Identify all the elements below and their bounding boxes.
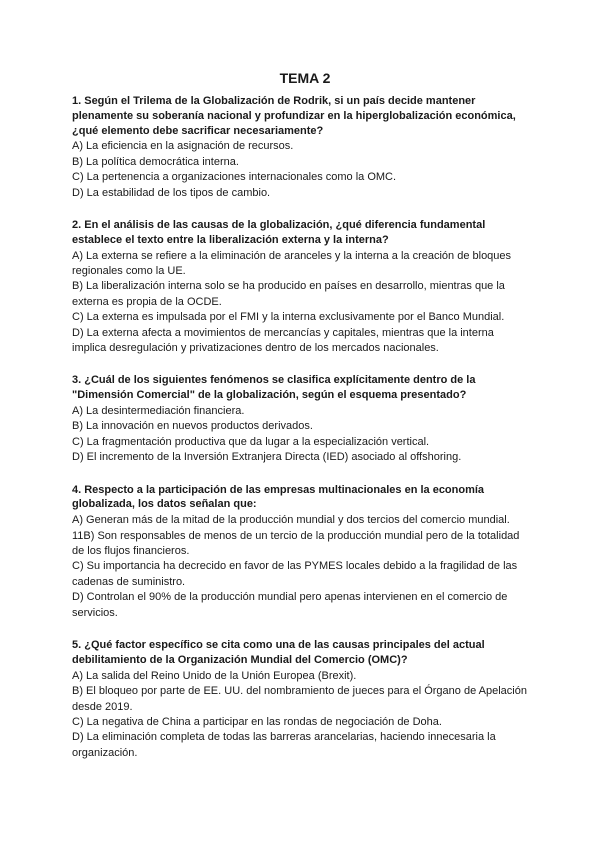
option-c: C) Su importancia ha decrecido en favor de las PYMES locales debido a la fragilidad de las cadenas de suministro. xyxy=(72,560,518,588)
option-d: D) El incremento de la Inversión Extranjera Directa (IED) asociado al offshoring. xyxy=(72,451,462,464)
option-c: C) La fragmentación productiva que da lugar a la especialización vertical. xyxy=(72,435,430,448)
option-a: A) La externa se refiere a la eliminación de aranceles y la interna a la creación de bloques regionales como la UE. xyxy=(72,249,512,278)
question-1 xyxy=(72,94,530,201)
question-list xyxy=(72,94,530,761)
option-d: D) La externa afecta a movimientos de mercancías y capitales, mientras que la interna implica desregulación y privatizaciones dentro de los mercados nacionales. xyxy=(72,326,494,355)
question-text: 5. ¿Qué factor específico se cita como una de las causas principales del actual debilitamiento de la Organización Mundial del Comercio (OMC)? xyxy=(72,639,485,666)
option-list xyxy=(72,669,530,761)
option-a: A) La salida del Reino Unido de la Unión Europea (Brexit). xyxy=(72,669,357,682)
option-c: C) La externa es impulsada por el FMI y la interna exclusivamente por el Banco Mundial. xyxy=(72,311,505,324)
option-d: D) La estabilidad de los tipos de cambio. xyxy=(72,186,271,199)
option-list xyxy=(72,513,530,621)
option-b: 11B) Son responsables de menos de un tercio de la producción mundial pero de la totalidad de los flujos financieros. xyxy=(72,529,520,558)
option-c: C) La pertenencia a organizaciones internacionales como la OMC. xyxy=(72,171,397,184)
option-b: B) La política democrática interna. xyxy=(72,155,239,168)
option-list xyxy=(72,249,530,357)
option-b: B) La innovación en nuevos productos derivados. xyxy=(72,420,313,433)
option-a: A) La eficiencia en la asignación de recursos. xyxy=(72,140,294,153)
option-a: A) Generan más de la mitad de la producción mundial y dos tercios del comercio mundial. xyxy=(72,514,510,527)
option-b: B) El bloqueo por parte de EE. UU. del nombramiento de jueces para el Órgano de Apelación desde 2019. xyxy=(72,685,527,713)
question-text: 4. Respecto a la participación de las empresas multinacionales en la economía globalizada, los datos señalan que: xyxy=(72,483,485,511)
question-text: 2. En el análisis de las causas de la globalización, ¿qué diferencia fundamental establece el texto entre la liberalización externa y la interna? xyxy=(72,219,486,246)
question-4 xyxy=(72,483,530,621)
question-text: 1. Según el Trilema de la Globalización de Rodrik, si un país decide mantener plenamente su soberanía nacional y profundizar en la hiperglobalización económica, ¿qué elemento debe sacrificar necesariamente? xyxy=(72,95,516,137)
option-list xyxy=(72,139,530,201)
question-2 xyxy=(72,218,530,356)
option-d: D) Controlan el 90% de la producción mundial pero apenas intervienen en el comercio de servicios. xyxy=(72,591,508,619)
question-5 xyxy=(72,638,530,761)
option-list xyxy=(72,404,530,466)
question-text: 3. ¿Cuál de los siguientes fenómenos se clasifica explícitamente dentro de la "Dimensión Comercial" de la globalización, según el esquema presentado? xyxy=(72,374,476,402)
option-b: B) La liberalización interna solo se ha producido en países en desarrollo, mientras que la externa es propia de la OCDE. xyxy=(72,280,505,308)
question-3 xyxy=(72,373,530,465)
option-a: A) La desintermediación financiera. xyxy=(72,405,245,418)
option-c: C) La negativa de China a participar en las rondas de negociación de Doha. xyxy=(72,715,442,728)
option-d: D) La eliminación completa de todas las barreras arancelarias, haciendo innecesaria la organización. xyxy=(72,731,496,759)
page-title: TEMA 2 xyxy=(279,70,331,86)
